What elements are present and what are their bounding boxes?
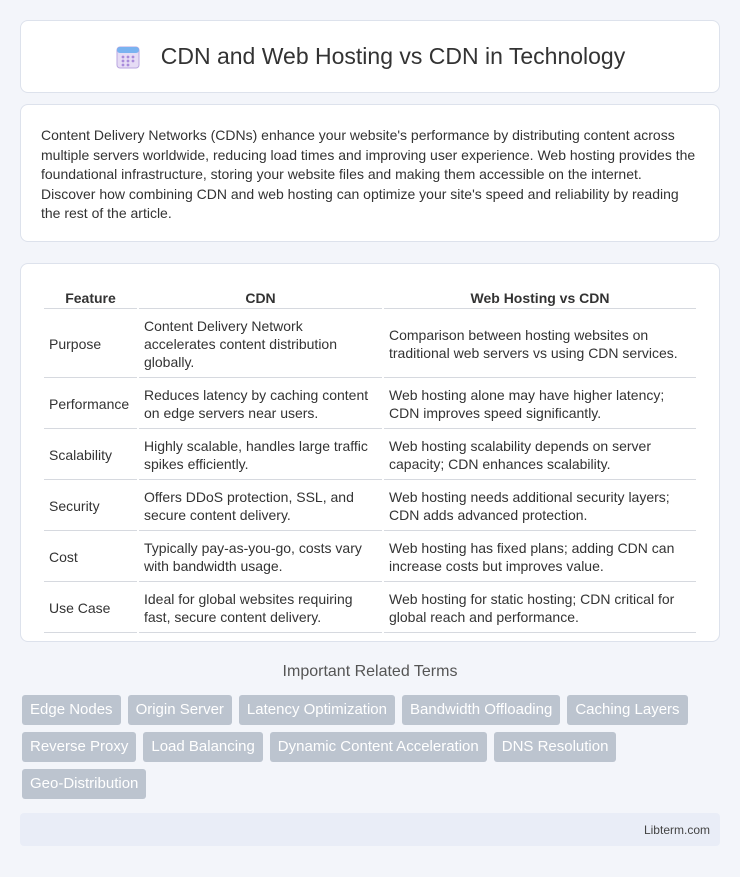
cdn-cell: Offers DDoS protection, SSL, and secure content delivery. — [139, 482, 382, 531]
table-row — [44, 533, 696, 582]
cdn-cell: Reduces latency by caching content on edge servers near users. — [139, 380, 382, 429]
term-tag[interactable]: Edge Nodes — [22, 695, 121, 725]
hosting-cell: Web hosting for static hosting; CDN critical for global reach and performance. — [384, 584, 696, 633]
cdn-cell: Typically pay-as-you-go, costs vary with bandwidth usage. — [139, 533, 382, 582]
term-tag[interactable]: Caching Layers — [567, 695, 687, 725]
term-tag[interactable]: Latency Optimization — [239, 695, 395, 725]
feature-cell: Performance — [44, 380, 137, 429]
table-header-row — [44, 286, 696, 309]
column-header: Feature — [44, 286, 137, 309]
table-row — [44, 380, 696, 429]
term-tag[interactable]: Dynamic Content Acceleration — [270, 732, 487, 762]
term-tag[interactable]: Bandwidth Offloading — [402, 695, 560, 725]
feature-cell: Cost — [44, 533, 137, 582]
intro-text: Content Delivery Networks (CDNs) enhance your website's performance by distributing content across multiple servers worldwide, reducing load times and improving user experience. Web hosting provides the foundational infrastructure, storing your website files and making them accessible on the internet. Discover how combining CDN and web hosting can optimize your site's speed and reliability by reading the rest of the article. — [41, 127, 696, 222]
comparison-card — [20, 263, 720, 642]
feature-cell: Use Case — [44, 584, 137, 633]
hosting-cell: Web hosting needs additional security layers; CDN adds advanced protection. — [384, 482, 696, 531]
table-row — [44, 431, 696, 480]
cdn-cell: Content Delivery Network accelerates content distribution globally. — [139, 311, 382, 378]
feature-cell: Security — [44, 482, 137, 531]
hosting-cell: Web hosting scalability depends on server capacity; CDN enhances scalability. — [384, 431, 696, 480]
term-tag[interactable]: Load Balancing — [143, 732, 262, 762]
column-header: CDN — [139, 286, 382, 309]
term-tag[interactable]: Geo-Distribution — [22, 769, 146, 799]
table-row — [44, 311, 696, 378]
intro-card — [20, 104, 720, 242]
comparison-table — [42, 284, 698, 635]
feature-cell: Scalability — [44, 431, 137, 480]
footer-site-link[interactable]: Libterm.com — [643, 823, 710, 837]
related-terms-title: Important Related Terms — [282, 663, 458, 680]
page-title: CDN and Web Hosting vs CDN in Technology — [160, 43, 626, 69]
column-header: Web Hosting vs CDN — [384, 286, 696, 309]
related-terms-list — [22, 695, 722, 806]
footer — [20, 813, 720, 846]
table-row — [44, 482, 696, 531]
title-card — [20, 20, 720, 93]
term-tag[interactable]: Reverse Proxy — [22, 732, 136, 762]
hosting-cell: Web hosting alone may have higher latency; CDN improves speed significantly. — [384, 380, 696, 429]
hosting-cell: Comparison between hosting websites on traditional web servers vs using CDN services. — [384, 311, 696, 378]
term-tag[interactable]: DNS Resolution — [494, 732, 617, 762]
calendar-icon — [115, 44, 141, 70]
table-row — [44, 584, 696, 633]
term-tag[interactable]: Origin Server — [128, 695, 232, 725]
cdn-cell: Ideal for global websites requiring fast, secure content delivery. — [139, 584, 382, 633]
hosting-cell: Web hosting has fixed plans; adding CDN can increase costs but improves value. — [384, 533, 696, 582]
cdn-cell: Highly scalable, handles large traffic spikes efficiently. — [139, 431, 382, 480]
feature-cell: Purpose — [44, 311, 137, 378]
